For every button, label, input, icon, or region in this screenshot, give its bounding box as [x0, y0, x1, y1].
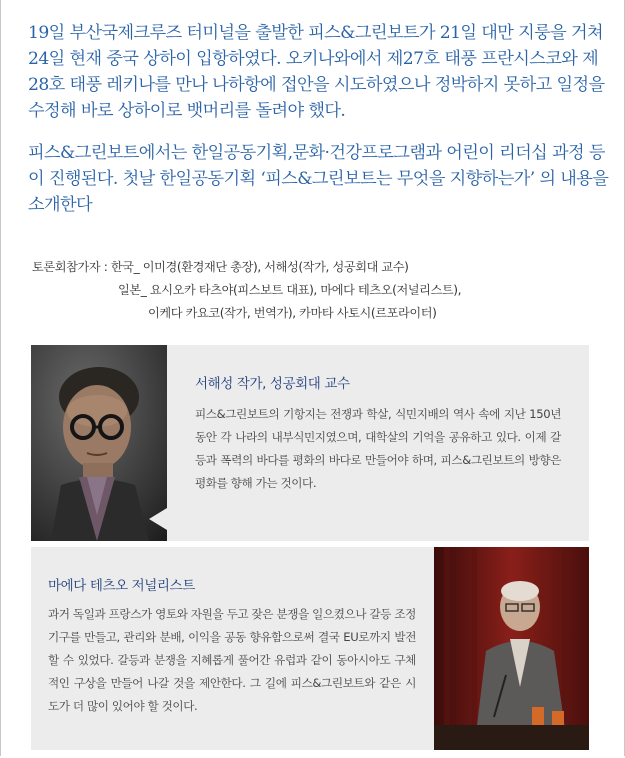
- portrait-illustration: [31, 345, 167, 541]
- speaker-card-maeda: [31, 547, 589, 750]
- participants-list: [32, 256, 612, 325]
- intro-paragraph-2: 피스&그린보트에서는 한일공동기획,문화·건강프로그램과 어린이 리더십 과정 등이 진행된다. 첫날 한일공동기획 ‘피스&그린보트는 무엇을 지향하는가’ 의 내용을 소개한다: [28, 143, 609, 215]
- participants-line-japan: 일본_ 요시오카 타츠야(피스보트 대표), 마에다 테츠오(저널리스트),: [118, 283, 462, 297]
- participants-line-korea: 토론회참가자 : 한국_ 이미경(환경재단 총장), 서해성(작가, 성공회대 교수): [32, 260, 409, 274]
- intro-paragraph-1: 19일 부산국제크루즈 터미널을 출발한 피스&그린보트가 21일 대만 지룽을 거쳐 24일 현재 중국 상하이 입항하였다. 오키나와에서 제27호 태풍 프란시스코와 제28호 태풍 레키나를 만나 나하항에 접안을 시도하였으나 정박하지 못하고 일정을 수정해 바로 상하이로 뱃머리를 돌려야 했다.: [28, 23, 605, 121]
- speaker-name: 마에다 테츠오 저널리스트: [48, 578, 195, 594]
- intro-text: [28, 20, 613, 218]
- speaker-statement: 피스&그린보트의 기항지는 전쟁과 학살, 식민지배의 역사 속에 지난 150년 동안 각 나라의 내부식민지였으며, 대학살의 기억을 공유하고 있다. 이제 갈등과 폭력의 바다를 평화의 바다로 만들어야 하며, 피스&그린보트의 방향은 평화를 향해 가는 것이다.: [195, 407, 561, 490]
- speech-pointer: [416, 697, 434, 719]
- speaker-name: 서해성 작가, 성공회대 교수: [195, 376, 350, 392]
- speaker-photo-maeda: [434, 547, 589, 750]
- speaker-statement: 과거 독일과 프랑스가 영토와 자원을 두고 잦은 분쟁을 일으켰으나 갈등 조정 기구를 만들고, 관리와 분배, 이익을 공동 향유함으로써 결국 EU로까지 발전할 수 있었다. 갈등과 분쟁을 지혜롭게 풀어간 유럽과 같이 동아시아도 구체적인 구상을 만들어 나갈 것을 제안한다. 그 길에 피스&그린보트와 같은 시도가 더 많이 있어야 할 것이다.: [48, 607, 416, 713]
- speech-pointer: [149, 508, 167, 530]
- speaker-card-seo: [31, 345, 589, 541]
- participants-line-japan-cont: 이케다 카요코(작가, 번역가), 카마타 사토시(르포라이터): [148, 306, 437, 320]
- speaker-photo-seo: [31, 345, 167, 541]
- portrait-illustration: [434, 547, 589, 750]
